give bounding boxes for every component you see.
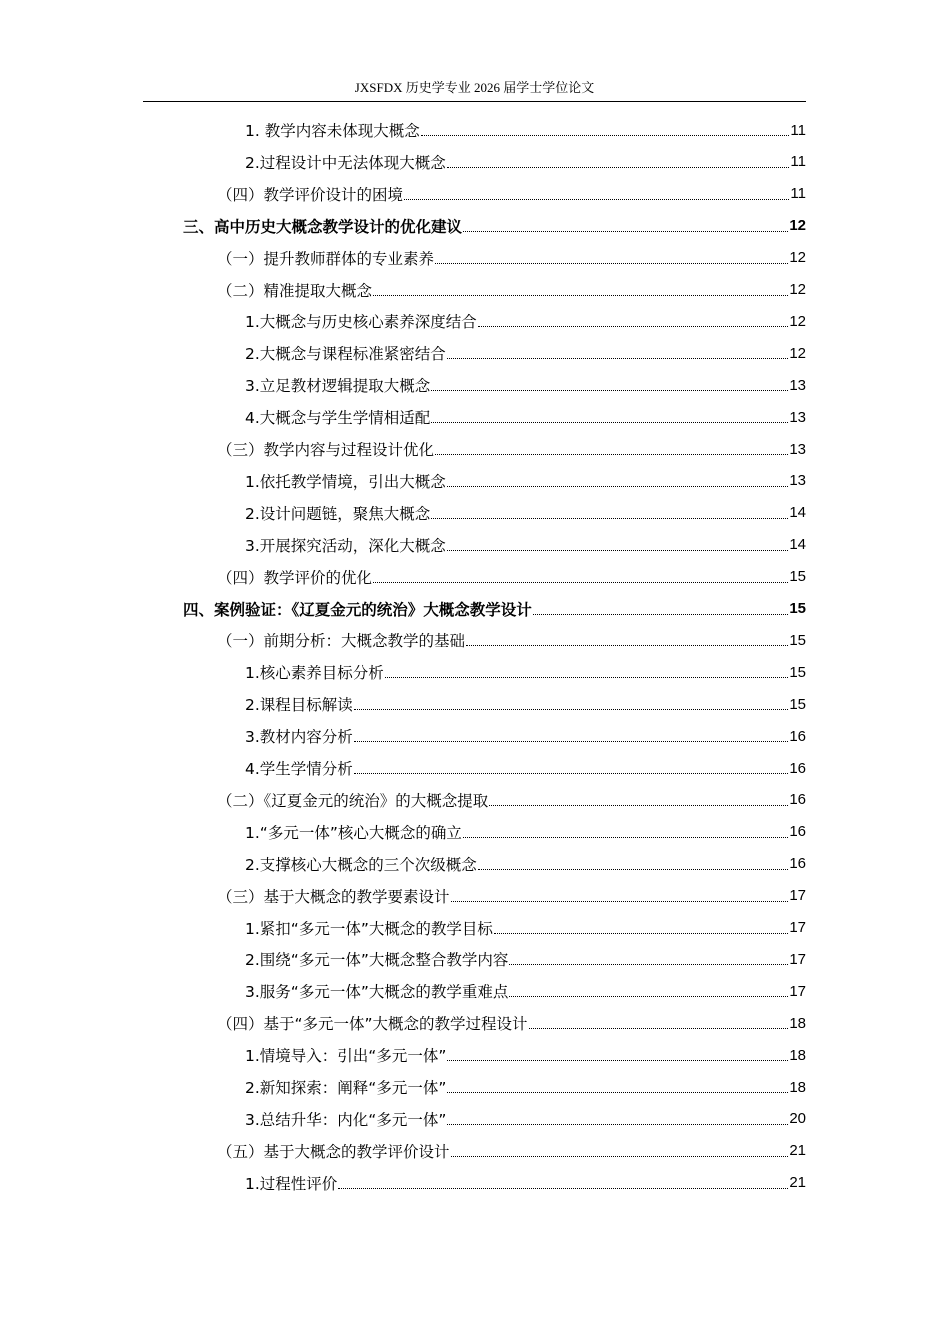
- toc-entry-title: 3.总结升华：内化“多元一体”: [245, 1110, 447, 1129]
- toc-entry-page-number: 18: [789, 1046, 806, 1064]
- toc-entry-page-number: 15: [789, 695, 806, 713]
- toc-entry-page-number: 12: [789, 344, 806, 362]
- toc-dot-leader: [354, 708, 789, 710]
- toc-entry-title: 三、高中历史大概念教学设计的优化建议: [183, 217, 463, 236]
- toc-dot-leader: [338, 1187, 788, 1189]
- toc-dot-leader: [431, 421, 788, 423]
- toc-entry[interactable]: [245, 467, 806, 495]
- toc-entry-title: （四）教学评价设计的困境: [217, 185, 404, 204]
- toc-entry[interactable]: [245, 690, 806, 718]
- toc-entry[interactable]: [245, 1169, 806, 1197]
- toc-entry[interactable]: [183, 595, 806, 623]
- toc-entry-page-number: 17: [789, 950, 806, 968]
- toc-dot-leader: [451, 900, 789, 902]
- toc-entry[interactable]: [245, 754, 806, 782]
- toc-dot-leader: [447, 1123, 788, 1125]
- toc-entry[interactable]: [217, 563, 806, 591]
- toc-entry-page-number: 21: [789, 1142, 806, 1160]
- toc-entry-page-number: 12: [789, 249, 806, 267]
- toc-entry-title: （三）教学内容与过程设计优化: [217, 441, 435, 459]
- toc-entry[interactable]: [217, 435, 806, 463]
- toc-dot-leader: [385, 676, 789, 678]
- toc-entry-title: 1.大概念与历史核心素养深度结合: [245, 313, 477, 332]
- toc-entry-page-number: 17: [789, 919, 806, 936]
- toc-dot-leader: [447, 549, 789, 551]
- toc-dot-leader: [431, 517, 788, 519]
- toc-entry-page-number: 16: [789, 727, 806, 745]
- toc-entry-page-number: 18: [789, 1014, 806, 1032]
- toc-entry-page-number: 20: [789, 1110, 806, 1128]
- toc-entry-title: （一）提升教师群体的专业素养: [217, 249, 435, 268]
- toc-entry[interactable]: [245, 658, 806, 686]
- toc-entry-title: 1.“多元一体”核心大概念的确立: [245, 823, 462, 842]
- toc-entry[interactable]: [183, 212, 806, 240]
- toc-entry[interactable]: [245, 977, 806, 1005]
- toc-entry[interactable]: [245, 148, 806, 176]
- toc-dot-leader: [478, 325, 789, 327]
- toc-entry-page-number: 16: [789, 823, 806, 841]
- toc-entry-title: 2.支撑核心大概念的三个次级概念: [245, 855, 477, 874]
- toc-dot-leader: [354, 772, 789, 774]
- toc-entry[interactable]: [217, 244, 806, 272]
- toc-entry-page-number: 11: [790, 153, 806, 171]
- toc-entry-page-number: 12: [789, 217, 806, 235]
- toc-entry-title: （二）《辽夏金元的统治》的大概念提取: [217, 791, 489, 810]
- toc-entry-page-number: 13: [789, 376, 806, 394]
- toc-dot-leader: [447, 1059, 788, 1061]
- toc-entry-title: 3.教材内容分析: [245, 728, 353, 747]
- toc-entry-title: 1.依托教学情境，引出大概念: [245, 472, 446, 491]
- toc-entry[interactable]: [245, 531, 806, 559]
- toc-entry[interactable]: [217, 180, 806, 208]
- toc-entry-title: （一）前期分析：大概念教学的基础: [217, 632, 466, 651]
- toc-dot-leader: [451, 1155, 789, 1157]
- toc-entry[interactable]: [217, 1137, 806, 1165]
- toc-entry[interactable]: [217, 882, 806, 910]
- toc-entry-title: （五）基于大概念的教学评价设计: [217, 1142, 450, 1161]
- toc-entry[interactable]: [217, 786, 806, 814]
- toc-dot-leader: [494, 932, 788, 934]
- toc-dot-leader: [466, 644, 788, 646]
- toc-entry-page-number: 17: [789, 982, 806, 1000]
- toc-dot-leader: [431, 389, 788, 391]
- toc-entry-title: 3.立足教材逻辑提取大概念: [245, 377, 431, 396]
- toc-dot-leader: [435, 453, 788, 455]
- toc-entry-title: 2.设计问题链，聚焦大概念: [245, 504, 431, 523]
- toc-dot-leader: [421, 134, 790, 136]
- toc-entry-page-number: 13: [789, 472, 806, 490]
- toc-entry-page-number: 14: [789, 536, 806, 554]
- toc-entry[interactable]: [217, 1009, 806, 1037]
- toc-entry-page-number: 15: [789, 568, 806, 586]
- toc-entry-page-number: 17: [789, 887, 806, 905]
- toc-dot-leader: [447, 485, 789, 487]
- toc-entry[interactable]: [245, 914, 806, 942]
- toc-entry-title: 2.围绕“多元一体”大概念整合教学内容: [245, 951, 509, 970]
- toc-entry-title: （四）基于“多元一体”大概念的教学过程设计: [217, 1015, 528, 1034]
- toc-entry[interactable]: [245, 850, 806, 878]
- toc-entry-page-number: 16: [789, 791, 806, 809]
- toc-entry-title: 2.过程设计中无法体现大概念: [245, 153, 446, 172]
- toc-entry[interactable]: [245, 1105, 806, 1133]
- toc-entry[interactable]: [245, 116, 806, 144]
- toc-entry-page-number: 13: [789, 408, 806, 426]
- toc-dot-leader: [435, 262, 788, 264]
- toc-entry[interactable]: [245, 371, 806, 399]
- toc-entry-title: 2.课程目标解读: [245, 696, 353, 715]
- toc-dot-leader: [463, 836, 788, 838]
- toc-entry-title: （三）基于大概念的教学要素设计: [217, 887, 450, 906]
- toc-entry-page-number: 12: [789, 312, 806, 330]
- toc-dot-leader: [478, 868, 789, 870]
- toc-dot-leader: [509, 963, 788, 965]
- toc-dot-leader: [447, 357, 789, 359]
- toc-dot-leader: [447, 166, 790, 168]
- toc-entry-title: 4.大概念与学生学情相适配: [245, 409, 431, 428]
- toc-entry-page-number: 16: [789, 855, 806, 873]
- toc-entry-title: 1.核心素养目标分析: [245, 664, 384, 683]
- toc-entry[interactable]: [245, 339, 806, 367]
- toc-entry[interactable]: [245, 1073, 806, 1101]
- toc-dot-leader: [354, 740, 789, 742]
- toc-entry-page-number: 15: [789, 631, 806, 649]
- toc-entry-title: 4.学生学情分析: [245, 760, 353, 778]
- toc-entry-title: 四、案例验证：《辽夏金元的统治》大概念教学设计: [183, 600, 532, 619]
- toc-entry[interactable]: [245, 818, 806, 846]
- toc-dot-leader: [489, 804, 788, 806]
- toc-entry-page-number: 11: [790, 185, 806, 203]
- toc-entry[interactable]: [245, 1041, 806, 1069]
- toc-entry[interactable]: [217, 276, 806, 304]
- toc-dot-leader: [533, 613, 789, 615]
- toc-entry-page-number: 13: [789, 440, 806, 458]
- toc-entry[interactable]: [245, 499, 806, 527]
- toc-dot-leader: [404, 198, 789, 200]
- toc-entry-page-number: 14: [789, 504, 806, 522]
- toc-entry-page-number: 15: [789, 600, 806, 617]
- toc-entry-page-number: 16: [789, 759, 806, 777]
- toc-entry-title: （四）教学评价的优化: [217, 568, 373, 587]
- toc-entry-page-number: 12: [789, 281, 806, 298]
- toc-dot-leader: [529, 1027, 789, 1029]
- toc-entry[interactable]: [245, 403, 806, 431]
- toc-entry[interactable]: [245, 722, 806, 750]
- toc-entry-title: 1. 教学内容未体现大概念: [245, 122, 420, 140]
- toc-entry-title: 1.情境导入：引出“多元一体”: [245, 1047, 447, 1066]
- toc-entry-title: 1.过程性评价: [245, 1174, 338, 1193]
- toc-entry-page-number: 11: [790, 121, 806, 139]
- toc-dot-leader: [447, 1091, 788, 1093]
- toc-entry-title: 3.服务“多元一体”大概念的教学重难点: [245, 983, 509, 1002]
- toc-entry[interactable]: [217, 626, 806, 654]
- toc-entry-title: 2.大概念与课程标准紧密结合: [245, 345, 446, 364]
- toc-entry[interactable]: [245, 307, 806, 335]
- toc-dot-leader: [463, 230, 788, 232]
- toc-entry-page-number: 18: [789, 1078, 806, 1096]
- toc-entry-page-number: 15: [789, 663, 806, 681]
- toc-entry-title: 1.紧扣“多元一体”大概念的教学目标: [245, 919, 493, 938]
- toc-dot-leader: [373, 294, 788, 296]
- page-header: JXSFDX 历史学专业 2026 届学士学位论文: [354, 80, 595, 95]
- toc-dot-leader: [373, 581, 788, 583]
- toc-entry-title: 3.开展探究活动，深化大概念: [245, 536, 446, 555]
- toc-entry-page-number: 21: [789, 1174, 806, 1192]
- toc-entry-title: （二）精准提取大概念: [217, 281, 373, 300]
- toc-entry-title: 2.新知探索：阐释“多元一体”: [245, 1079, 447, 1097]
- toc-entry[interactable]: [245, 945, 806, 973]
- toc-dot-leader: [509, 995, 788, 997]
- header-divider: [143, 101, 806, 102]
